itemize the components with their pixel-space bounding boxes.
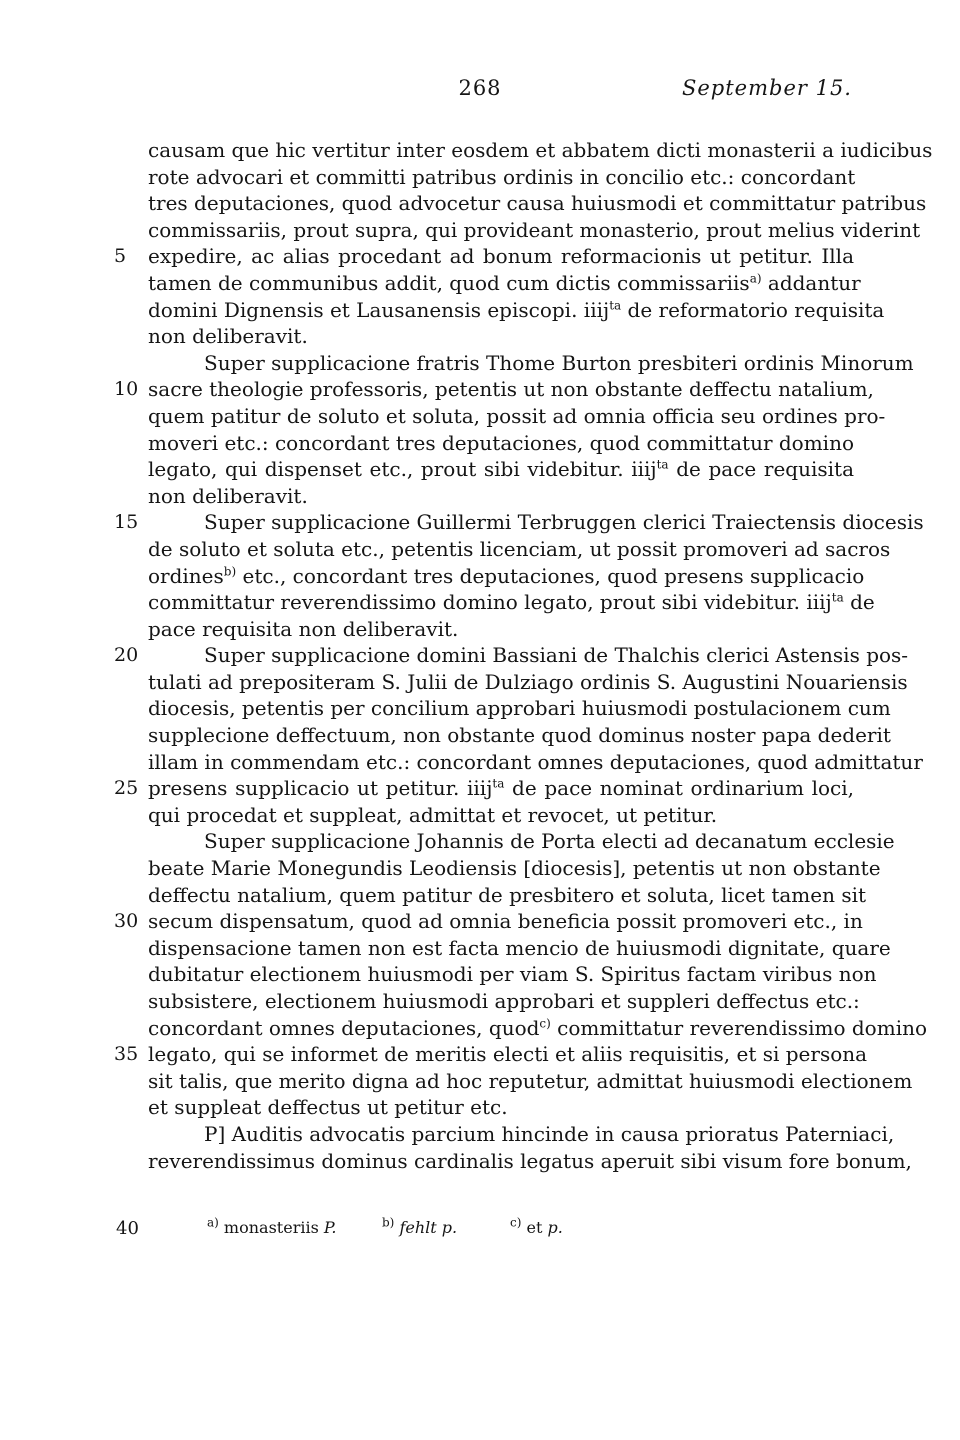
line-text: Super supplicacione fratris Thome Burton presbiteri ordinis Minorum — [204, 350, 914, 375]
line-text: dispensacione tamen non est facta mencio de huiusmodi dignitate, quare — [148, 935, 891, 960]
line-text-continued: etc., concordant tres deputaciones, quod presens supplicacio — [236, 563, 865, 588]
line-text: secum dispensatum, quod ad omnia beneficia possit promoveri etc., in — [148, 909, 863, 934]
line-text: tamen de communibus addit, quod cum dictis commissariis — [148, 270, 750, 295]
footnote-line-number: 40 — [116, 1218, 139, 1239]
line-number: 15 — [114, 511, 139, 534]
text-line — [148, 882, 867, 909]
text-line — [148, 563, 865, 590]
text-line — [114, 243, 854, 270]
footnote-c-source: p. — [547, 1218, 563, 1237]
text-line — [148, 935, 891, 962]
line-text-continued: addantur — [761, 270, 861, 295]
line-text: supplecione deffectuum, non obstante quod dominus noster papa dederit — [148, 723, 891, 748]
line-number: 35 — [114, 1043, 139, 1066]
text-line — [148, 297, 885, 324]
text-line — [148, 961, 877, 988]
line-text: reverendissimus dominus cardinalis legatus aperuit sibi visum fore bonum, — [148, 1148, 912, 1173]
line-number: 10 — [114, 378, 139, 401]
text-line — [148, 988, 860, 1015]
line-text: Super supplicacione Johannis de Porta electi ad decanatum ecclesie — [204, 829, 895, 854]
footnote-a — [207, 1215, 337, 1237]
footnote-a-mark: a) — [207, 1215, 219, 1230]
line-text: tres deputaciones, quod advocetur causa huiusmodi et committatur patribus — [148, 191, 927, 216]
footnote-marker: ta — [492, 776, 505, 791]
line-text-continued: committatur reverendissimo domino — [550, 1015, 928, 1040]
line-text: dubitatur electionem huiusmodi per viam S. Spiritus factam viribus non — [148, 962, 877, 987]
text-line — [148, 323, 854, 350]
text-line — [148, 1015, 928, 1042]
text-line — [114, 1041, 868, 1068]
footnote-marker: c) — [539, 1015, 551, 1030]
line-text: sit talis, que merito digna ad hoc reputetur, admittat huiusmodi electionem — [148, 1068, 913, 1093]
footnote-c-text: et — [521, 1218, 548, 1237]
text-line — [148, 669, 908, 696]
text-line — [148, 1148, 912, 1175]
line-text: domini Dignensis et Lausanensis episcopi. iiij — [148, 297, 610, 322]
line-text: P] Auditis advocatis parcium hincinde in causa prioratus Paterniaci, — [204, 1121, 895, 1146]
text-line — [148, 536, 891, 563]
running-title: September 15. — [681, 76, 852, 100]
line-text-continued: de reformatorio requisita — [621, 297, 885, 322]
line-text: qui procedat et suppleat, admittat et revocet, ut petitur. — [148, 802, 718, 827]
text-line — [148, 217, 921, 244]
footnote-b — [382, 1215, 458, 1237]
line-text: illam in commendam etc.: concordant omnes deputaciones, quod admittatur — [148, 749, 923, 774]
line-text: subsistere, electionem huiusmodi approbari et suppleri deffectus etc.: — [148, 989, 860, 1013]
line-text: legato, qui dispenset etc., prout sibi videbitur. iiij — [148, 457, 657, 482]
footnote-marker: a) — [749, 271, 762, 286]
text-line — [148, 616, 854, 643]
text-line — [148, 190, 927, 217]
line-number: 25 — [114, 777, 139, 800]
text-line — [148, 137, 933, 164]
footnote-a-source: P. — [323, 1218, 337, 1237]
text-line — [148, 855, 881, 882]
line-text: diocesis, petentis per concilium approbari huiusmodi postulacionem cum — [148, 696, 891, 721]
line-text: sacre theologie professoris, petentis ut non obstante deffectu natalium, — [148, 377, 874, 402]
text-line — [148, 403, 886, 430]
line-text: deffectu natalium, quem patitur de presbitero et soluta, licet tamen sit — [148, 882, 867, 907]
text-line — [114, 376, 874, 403]
line-text: presens supplicacio ut petitur. iiij — [148, 776, 493, 801]
line-text: ordines — [148, 563, 224, 588]
line-text: tulati ad prepositeram S. Julii de Dulziago ordinis S. Augustini Nouariensis — [148, 669, 908, 694]
text-line — [148, 1068, 913, 1095]
text-line — [148, 749, 923, 776]
line-text-continued: de pace nominat ordinarium loci, — [504, 776, 854, 801]
footnote-c-mark: c) — [510, 1215, 522, 1230]
line-text-continued: de — [843, 590, 875, 615]
text-line — [148, 456, 854, 483]
text-line — [148, 164, 854, 191]
text-line — [114, 642, 909, 669]
text-line — [114, 908, 863, 935]
line-text: beate Marie Monegundis Leodiensis [diocesis], petentis ut non obstante — [148, 856, 881, 881]
line-text: causam que hic vertitur inter eosdem et abbatem dicti monasterii a iudicibus — [148, 138, 933, 162]
text-line — [148, 350, 914, 377]
text-line — [148, 430, 854, 457]
line-number: 5 — [114, 245, 127, 268]
footnote-c — [510, 1215, 563, 1237]
footnote-a-text: monasteriis — [218, 1218, 324, 1237]
text-line — [148, 270, 861, 297]
text-line — [148, 695, 891, 722]
line-text: concordant omnes deputaciones, quod — [148, 1015, 540, 1040]
text-line — [148, 483, 854, 510]
line-text: non deliberavit. — [148, 483, 308, 508]
main-text — [114, 137, 933, 1174]
page-number: 268 — [458, 76, 502, 100]
line-number: 30 — [114, 910, 139, 933]
footnote-marker: ta — [609, 297, 622, 312]
line-text: legato, qui se informet de meritis electi et aliis requisitis, et si persona — [148, 1042, 868, 1067]
line-text: commissariis, prout supra, qui provideant monasterio, prout melius viderint — [148, 217, 921, 242]
line-text-continued: de pace requisita — [668, 457, 854, 482]
line-text: moveri etc.: concordant tres deputaciones, quod committatur domino — [148, 430, 854, 455]
footnote-marker: b) — [223, 563, 237, 578]
line-text: Super supplicacione Guillermi Terbruggen clerici Traiectensis diocesis — [204, 510, 924, 535]
line-text: Super supplicacione domini Bassiani de Thalchis clerici Astensis pos- — [204, 643, 909, 668]
footnote-marker: ta — [831, 590, 844, 605]
text-line — [148, 589, 875, 616]
line-text: pace requisita non deliberavit. — [148, 616, 459, 641]
text-line — [148, 802, 854, 829]
line-text: expedire, ac alias procedant ad bonum reformacionis ut petitur. Illa — [148, 244, 854, 269]
footnote-b-mark: b) — [382, 1215, 395, 1230]
text-line — [148, 722, 891, 749]
footnote-marker: ta — [656, 457, 669, 472]
text-line — [148, 828, 895, 855]
text-line — [148, 1094, 854, 1121]
text-line — [148, 1121, 895, 1148]
text-line — [114, 775, 854, 802]
line-text: rote advocari et committi patribus ordinis in concilio etc.: concordant — [148, 164, 856, 189]
footnote-b-source: fehlt p. — [399, 1218, 458, 1237]
line-text: non deliberavit. — [148, 324, 308, 349]
line-text: quem patitur de soluto et soluta, possit ad omnia officia seu ordines pro- — [148, 403, 886, 428]
text-line — [114, 509, 924, 536]
line-text: de soluto et soluta etc., petentis licenciam, ut possit promoveri ad sacros — [148, 536, 891, 561]
line-text: et suppleat deffectus ut petitur etc. — [148, 1095, 508, 1120]
line-text: committatur reverendissimo domino legato, prout sibi videbitur. iiij — [148, 590, 832, 615]
line-number: 20 — [114, 644, 139, 667]
